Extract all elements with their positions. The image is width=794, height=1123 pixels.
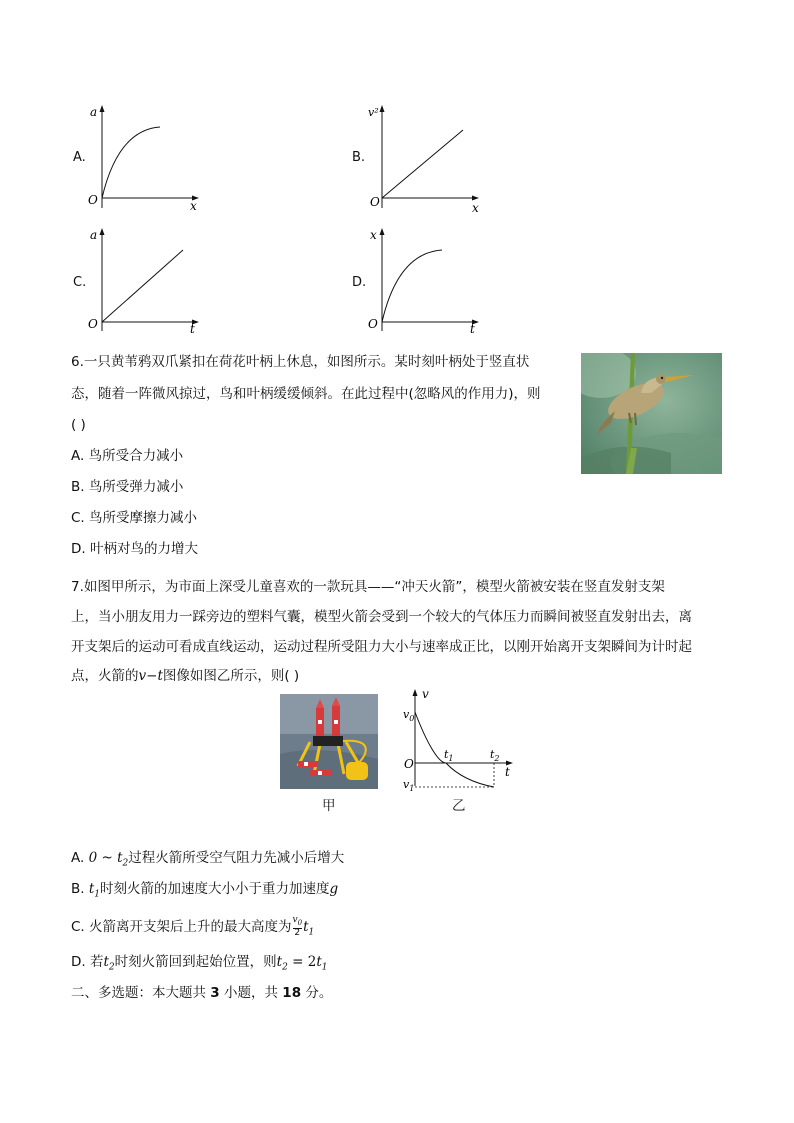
- graph-a-y-label: a: [90, 105, 98, 119]
- graph-d-origin: O: [368, 317, 378, 331]
- q7-line4-pre: 点，火箭的: [71, 668, 139, 684]
- graph-c-line: [102, 250, 183, 322]
- vt-v0-main: v: [403, 708, 410, 721]
- q6-option-c: C. 鸟所受摩擦力减小: [71, 510, 198, 526]
- q7-optA-post: 过程火箭所受空气阻力先减小后增大: [128, 850, 345, 866]
- q7-optB-pre: B.: [71, 881, 89, 897]
- q7-optD-mid: 时刻火箭回到起始位置，则: [114, 954, 277, 970]
- vt-t1-label: [444, 748, 454, 763]
- q7-line4-post: 图像如图乙所示，则( ): [162, 668, 300, 684]
- graph-option-c-label: C.: [73, 275, 87, 290]
- section2-post: 分。: [301, 985, 333, 1001]
- q6-stem-line1: 6.一只黄苇鸦双爪紧扣在荷花叶柄上休息，如图所示。某时刻叶柄处于竖直状: [71, 354, 530, 370]
- q7-optD-eq-sub: 2: [282, 962, 288, 973]
- q7-optD-pre: D. 若: [71, 954, 104, 970]
- vt-t2-main: t: [490, 748, 495, 761]
- q7-optC-t-sub: 1: [308, 927, 315, 938]
- q7-optC-den: 2: [294, 927, 301, 938]
- graph-option-b-label: B.: [352, 150, 366, 165]
- graph-a-x-label: x: [190, 199, 197, 213]
- q7-optD-eq: t: [276, 954, 283, 970]
- section2-n: 3: [210, 985, 220, 1001]
- vt-v0-sub: 0: [409, 714, 415, 723]
- q7-optB-post: 时刻火箭的加速度大小小于重力加速度: [100, 881, 330, 897]
- vt-t1-sub: 1: [448, 754, 454, 763]
- graph-option-d-label: D.: [352, 275, 367, 290]
- q7-optD-t2: t: [103, 954, 109, 970]
- bird-on-lotus-stem-photo: [581, 353, 722, 474]
- vt-v1-sub: 1: [409, 784, 415, 791]
- q6-stem-line2: 态，随着一阵微风掠过，鸟和叶柄缓缓倾斜。在此过程中(忽略风的作用力)，则: [71, 386, 541, 402]
- q6-option-d: D. 叶柄对鸟的力增大: [71, 541, 198, 557]
- graph-option-c: [86, 225, 206, 340]
- vt-v0-label: [403, 708, 414, 723]
- q7-optD-t2-sub: 2: [108, 962, 115, 973]
- q7-optD-eq-t-sub: 1: [321, 962, 328, 973]
- graph-option-a-label: A.: [73, 150, 86, 165]
- q7-optC-t: t: [303, 918, 309, 935]
- vt-graph: [398, 686, 518, 791]
- q7-optB-g: g: [329, 881, 339, 897]
- figure-yi-caption: 乙: [452, 798, 466, 814]
- graph-option-d: [366, 225, 486, 340]
- rocket-toy-photo: [280, 694, 378, 789]
- q7-stem-line4: [71, 667, 299, 685]
- vt-v-axis-label: v: [422, 687, 429, 701]
- graph-option-b: [366, 100, 486, 215]
- graph-d-curve: [382, 250, 442, 322]
- q7-optC-num-sub: 0: [297, 918, 303, 927]
- q7-option-a: [71, 849, 344, 873]
- q7-optA-pre: A.: [71, 850, 89, 866]
- graph-c-origin: O: [88, 317, 98, 331]
- q7-stem-line2: 上，当小朋友用力一踩旁边的塑料气囊，模型火箭会受到一个较大的气体压力而瞬间被竖直发射出去，离: [71, 609, 692, 625]
- vt-v1-main: v: [403, 778, 410, 791]
- q6-option-a: A. 鸟所受合力减小: [71, 448, 184, 464]
- graph-b-origin: O: [370, 195, 380, 209]
- q7-option-b: [71, 880, 338, 904]
- vt-curve: [415, 712, 494, 787]
- vt-t1-main: t: [444, 748, 449, 761]
- q7-optB-math: t: [88, 881, 95, 897]
- graph-option-a: [86, 100, 206, 215]
- q7-line4-math: v−t: [138, 668, 163, 684]
- graph-c-x-label: t: [190, 322, 195, 336]
- graph-a-origin: O: [88, 193, 98, 207]
- q6-option-b: B. 鸟所受弹力减小: [71, 479, 184, 495]
- graph-b-y-label: v²: [368, 106, 379, 119]
- q7-optA-sub: 2: [122, 858, 129, 869]
- q7-optD-eq-t: t: [316, 954, 322, 970]
- q7-optB-sub: 1: [94, 889, 101, 900]
- section-2-heading: [71, 984, 332, 1002]
- section2-pre: 二、多选题：本大题共: [71, 985, 211, 1001]
- q7-optC-num: [293, 916, 303, 928]
- q7-optC-num-main: v: [292, 915, 298, 925]
- vt-t2-sub: 2: [494, 754, 500, 763]
- graph-b-x-label: x: [472, 201, 479, 215]
- vt-v1-label: [403, 778, 414, 791]
- q7-optC-fraction: [293, 916, 303, 938]
- graph-d-x-label: t: [470, 322, 475, 336]
- graph-c-y-label: a: [90, 228, 98, 242]
- q7-stem-line3: 开支架后的运动可看成直线运动，运动过程所受阻力大小与速率成正比，以刚开始离开支架瞬间为计时起: [71, 639, 692, 655]
- figure-jia-caption: 甲: [322, 798, 336, 814]
- section2-mid: 小题，共: [219, 985, 283, 1001]
- graph-a-curve: [102, 127, 160, 198]
- q7-option-c: [71, 916, 314, 942]
- q7-optD-eq-mid: = 2: [287, 954, 317, 970]
- vt-t2-label: [490, 748, 500, 763]
- graph-d-y-label: x: [370, 228, 377, 242]
- q7-stem-line1: 7.如图甲所示，为市面上深受儿童喜欢的一款玩具——“冲天火箭”，模型火箭被安装在竖直发射支架: [71, 579, 665, 595]
- graph-b-line: [382, 130, 463, 198]
- q7-optC-pre: C. 火箭离开支架后上升的最大高度为: [71, 918, 292, 935]
- q7-option-d: [71, 953, 327, 977]
- vt-t-axis-label: t: [505, 765, 510, 779]
- q7-optA-math: 0 ~ t: [88, 850, 123, 866]
- vt-origin: O: [404, 757, 414, 771]
- q6-stem-line3: ( ): [71, 417, 86, 433]
- section2-score: 18: [282, 985, 302, 1001]
